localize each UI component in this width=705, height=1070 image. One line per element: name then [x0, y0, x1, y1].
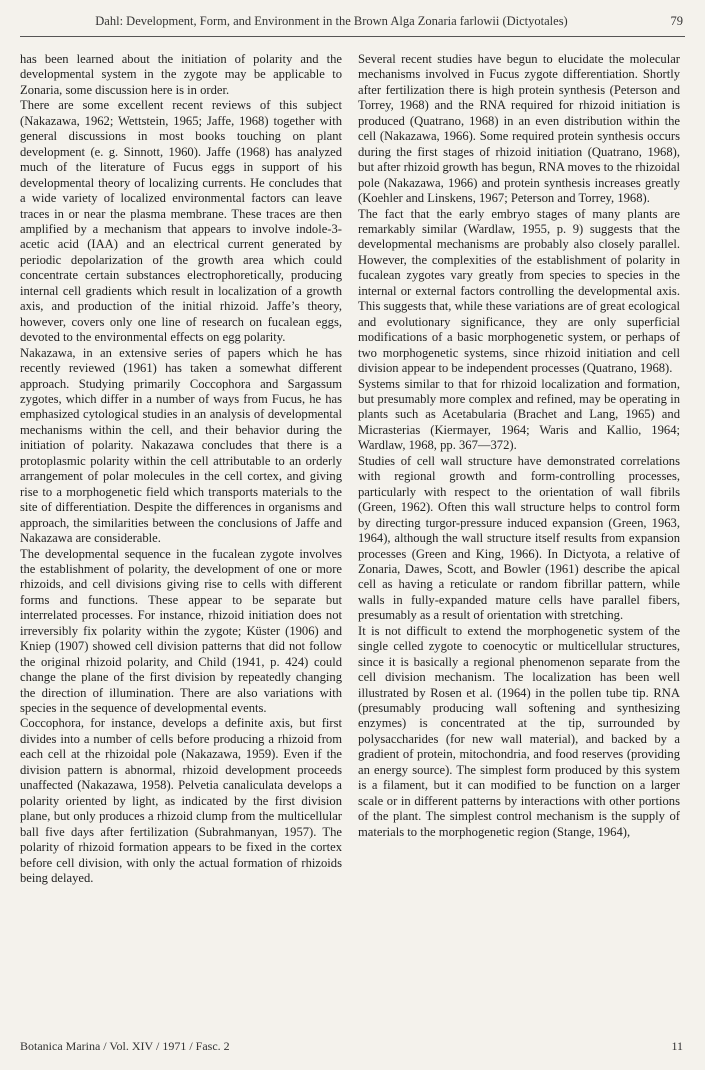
- paragraph: Several recent studies have begun to elucidate the molecular mechanisms involved in Fucus zygote differentiation. Shortly after fertilization there is high protein synthesis (Peterson and Torrey, 1968) and the RNA required for rhizoid initiation is produced (Quatrano, 1968) in an even distribution within the cell (Nakazawa, 1966). Some required protein synthesis occurs during the first stages of rhizoid initiation (Quatrano, 1968), but after rhizoid growth has begun, RNA moves to the rhizoidal pole (Nakazawa, 1966) and protein synthesis increases greatly (Koehler and Linskens, 1967; Peterson and Torrey, 1968).: [358, 52, 680, 206]
- paragraph: Systems similar to that for rhizoid localization and formation, but presumably more complex and refined, may be operating in plants such as Acetabularia (Brachet and Lang, 1965) and Micrasterias (Kiermayer, 1964; Waris and Kallio, 1964; Wardlaw, 1968, pp. 367—372).: [358, 376, 680, 453]
- footer-page-number: 11: [671, 1039, 683, 1053]
- right-column: [358, 52, 680, 840]
- paragraph: Nakazawa, in an extensive series of papers which he has recently reviewed (1961) has taken a somewhat different approach. Studying primarily Coccophora and Sargassum zygotes, which differ in a number of ways from Fucus, he has emphasized cytological studies in an analysis of developmental mechanisms within the cell, and their behavior during the initiation of polarity. Nakazawa concludes that there is a protoplasmic polarity within the cell attributable to an orderly arrangement of polar molecules in the cell cortex, and giving rise to a morphogenetic field which transports materials to the site of differentiation. Despite the differences in organisms and approach, the similarities between the conclusions of Jaffe and Nakazawa are considerable.: [20, 345, 342, 546]
- page-number: 79: [670, 14, 683, 28]
- left-column: [20, 52, 342, 886]
- running-title: Dahl: Development, Form, and Environment in the Brown Alga Zonaria farlowii (Dictyotales): [95, 14, 568, 28]
- paragraph: There are some excellent recent reviews of this subject (Nakazawa, 1962; Wettstein, 1965; Jaffe, 1968) together with general discussions in most books touching on plant development (e. g. Sinnott, 1960). Jaffe (1968) has analyzed much of the literature of Fucus eggs in support of his developmental theory of localizing currents. He concludes that a wide variety of localized environmental factors can leave traces in or near the plasma membrane. These traces are then amplified by a mechanism that appears to involve indole-3-acetic acid (IAA) and an electrical current generated by periodic depolarization of the growth area which could concentrate certain substances electrophoretically, producing internal cell gradients which result in localization of a growth axis, and production of the initial rhizoid. Jaffe’s theory, however, covers only one line of research on fucalean eggs, devoted to the environmental effects on egg polarity.: [20, 98, 342, 345]
- page-footer: [20, 1039, 683, 1057]
- running-header: [20, 14, 683, 36]
- paragraph: has been learned about the initiation of polarity and the developmental system in the zygote may be applicable to Zonaria, some discussion here is in order.: [20, 52, 342, 97]
- header-rule: [20, 36, 685, 37]
- paragraph: The fact that the early embryo stages of many plants are remarkably similar (Wardlaw, 1955, p. 9) suggests that the developmental mechanisms are probably also closely parallel. However, the complexities of the establishment of polarity in fucalean zygotes vary greatly from species to species in the internal or external factors controlling the developmental axis. This suggests that, while these variations are of great ecological and evolutionary significance, they are only superficial modifications of a basic morphogenetic system, or perhaps of two morphogenetic systems, since rhizoid initiation and cell division appear to be independent processes (Quatrano, 1968).: [358, 206, 680, 376]
- paragraph: The developmental sequence in the fucalean zygote involves the establishment of polarity, the development of one or more rhizoids, and cell divisions giving rise to cells with different forms and functions. These appear to be separate but interrelated processes. For instance, rhizoid initiation does not irreversibly fix polarity within the zygote; Küster (1906) and Kniep (1907) showed cell division patterns that did not follow the original rhizoid polarity, and Child (1941, p. 424) could change the plane of the first division by repeatedly changing the direction of illumination. There are also variations with species in the sequence of developmental events.: [20, 546, 342, 716]
- journal-citation: Botanica Marina / Vol. XIV / 1971 / Fasc. 2: [20, 1039, 230, 1053]
- paragraph: Coccophora, for instance, develops a definite axis, but first divides into a number of cells before producing a rhizoid from each cell at the rhizoidal pole (Nakazawa, 1959). Even if the division pattern is abnormal, rhizoid development proceeds unaffected (Nakazawa, 1958). Pelvetia canaliculata develops a polarity oriented by light, as indicated by the first division plane, but only produces a rhizoid clump from the multicellular ball five days after fertilization (Subrahmanyan, 1957). The polarity of rhizoid formation appears to be fixed in the cortex before cell division, with only the actual formation of rhizoids being delayed.: [20, 716, 342, 886]
- paragraph: Studies of cell wall structure have demonstrated correlations with regional growth and form-controlling processes, particularly with respect to the orientation of wall fibrils (Green, 1962). Often this wall structure helps to control form by directing turgor-pressure induced expansion (Green, 1963, 1964), although the wall structure itself results from expansion processes (Green and King, 1966). In Dictyota, a relative of Zonaria, Dawes, Scott, and Bowler (1961) describe the apical cell as having a reticulate or random fibrillar pattern, while walls in fully-expanded mature cells have parallel fibers, presumably as a result of orientation with stretching.: [358, 453, 680, 623]
- paragraph: It is not difficult to extend the morphogenetic system of the single celled zygote to coenocytic or multicellular structures, since it is basically a regional phenomenon separate from the cell division mechanism. The localization has been well illustrated by Rosen et al. (1964) in the pollen tube tip. RNA (presumably producing wall softening and synthesizing enzymes) is concentrated at the tip, surrounded by polysaccharides (for new wall material), and backed by a gradient of protein, mitochondria, and food reserves (providing an energy source). The simplest form produced by this system is a filament, but it can modified to be function on a larger scale or in different patterns by interactions with other portions of the plant. The simplest control mechanism is the supply of materials to the morphogenetic region (Stange, 1964),: [358, 623, 680, 839]
